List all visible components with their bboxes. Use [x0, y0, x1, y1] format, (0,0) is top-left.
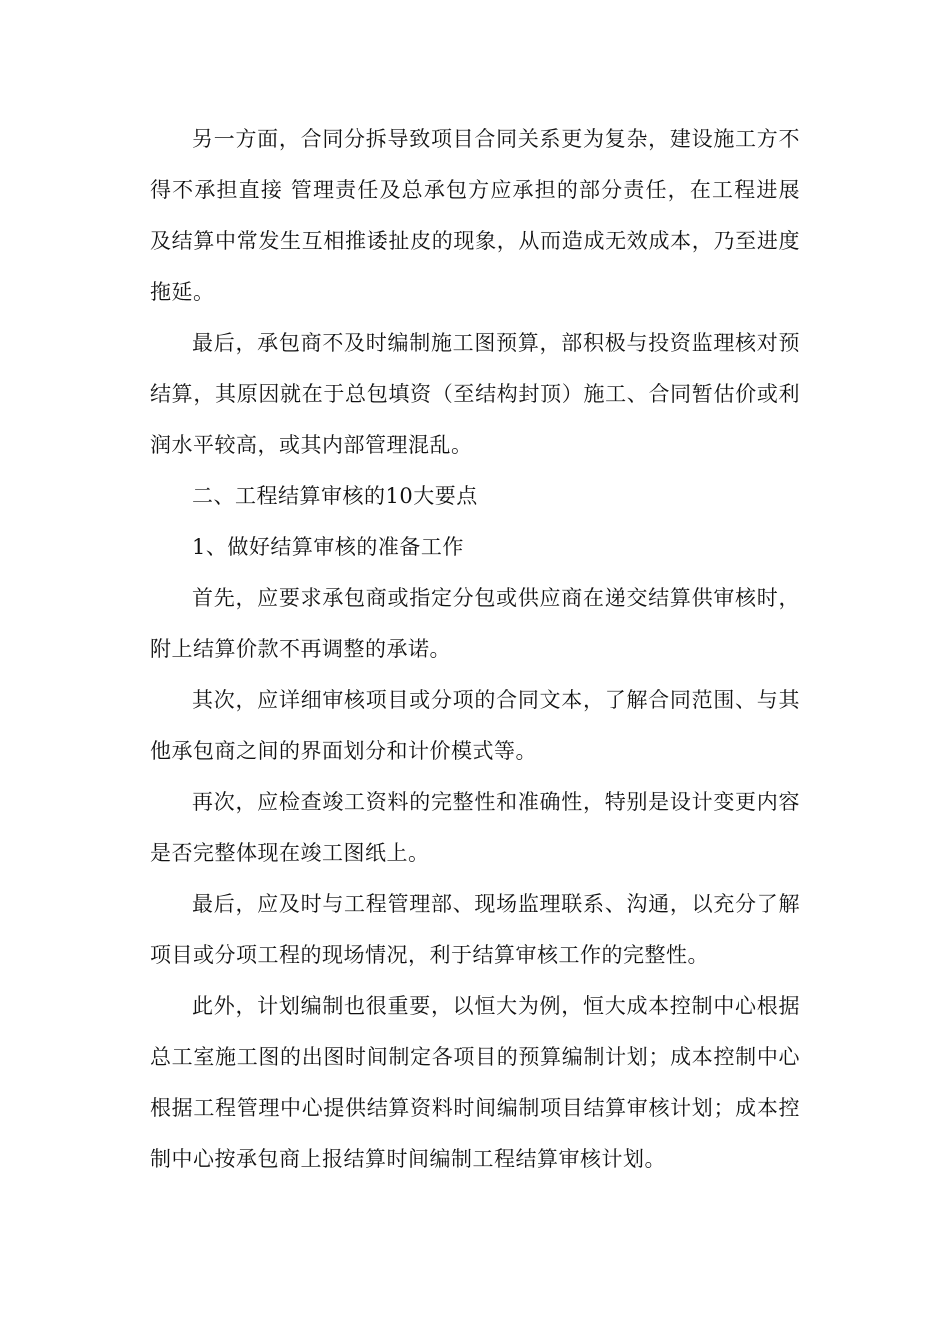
document-body	[150, 114, 800, 1185]
paragraph-finally: 最后，应及时与工程管理部、现场监理联系、沟通，以充分了解项目或分项工程的现场情况，利于结算审核工作的完整性。	[150, 892, 800, 967]
paragraph-contract-split: 另一方面，合同分拆导致项目合同关系更为复杂，建设施工方不得不承担直接 管理责任及总承包方应承担的部分责任，在工程进展及结算中常发生互相推诿扯皮的现象，从而造成无效成本，乃至进度拖延。	[150, 127, 800, 304]
paragraph-second: 其次，应详细审核项目或分项的合同文本，了解合同范围、与其他承包商之间的界面划分和计价模式等。	[150, 688, 800, 763]
section-heading: 二、工程结算审核的10大要点	[192, 484, 478, 508]
paragraph-budget-delay: 最后，承包商不及时编制施工图预算，部积极与投资监理核对预结算，其原因就在于总包填资（至结构封顶）施工、合同暂估价或利润水平较高，或其内部管理混乱。	[150, 331, 800, 457]
paragraph-first: 首先，应要求承包商或指定分包或供应商在递交结算供审核时，附上结算价款不再调整的承诺。	[150, 586, 800, 661]
paragraph-third: 再次，应检查竣工资料的完整性和准确性，特别是设计变更内容是否完整体现在竣工图纸上。	[150, 790, 800, 865]
paragraph-planning: 此外，计划编制也很重要，以恒大为例，恒大成本控制中心根据总工室施工图的出图时间制定各项目的预算编制计划；成本控制中心根据工程管理中心提供结算资料时间编制项目结算审核计划；成本控制中心按承包商上报结算时间编制工程结算审核计划。	[150, 994, 800, 1171]
subsection-heading: 1、做好结算审核的准备工作	[192, 535, 464, 559]
